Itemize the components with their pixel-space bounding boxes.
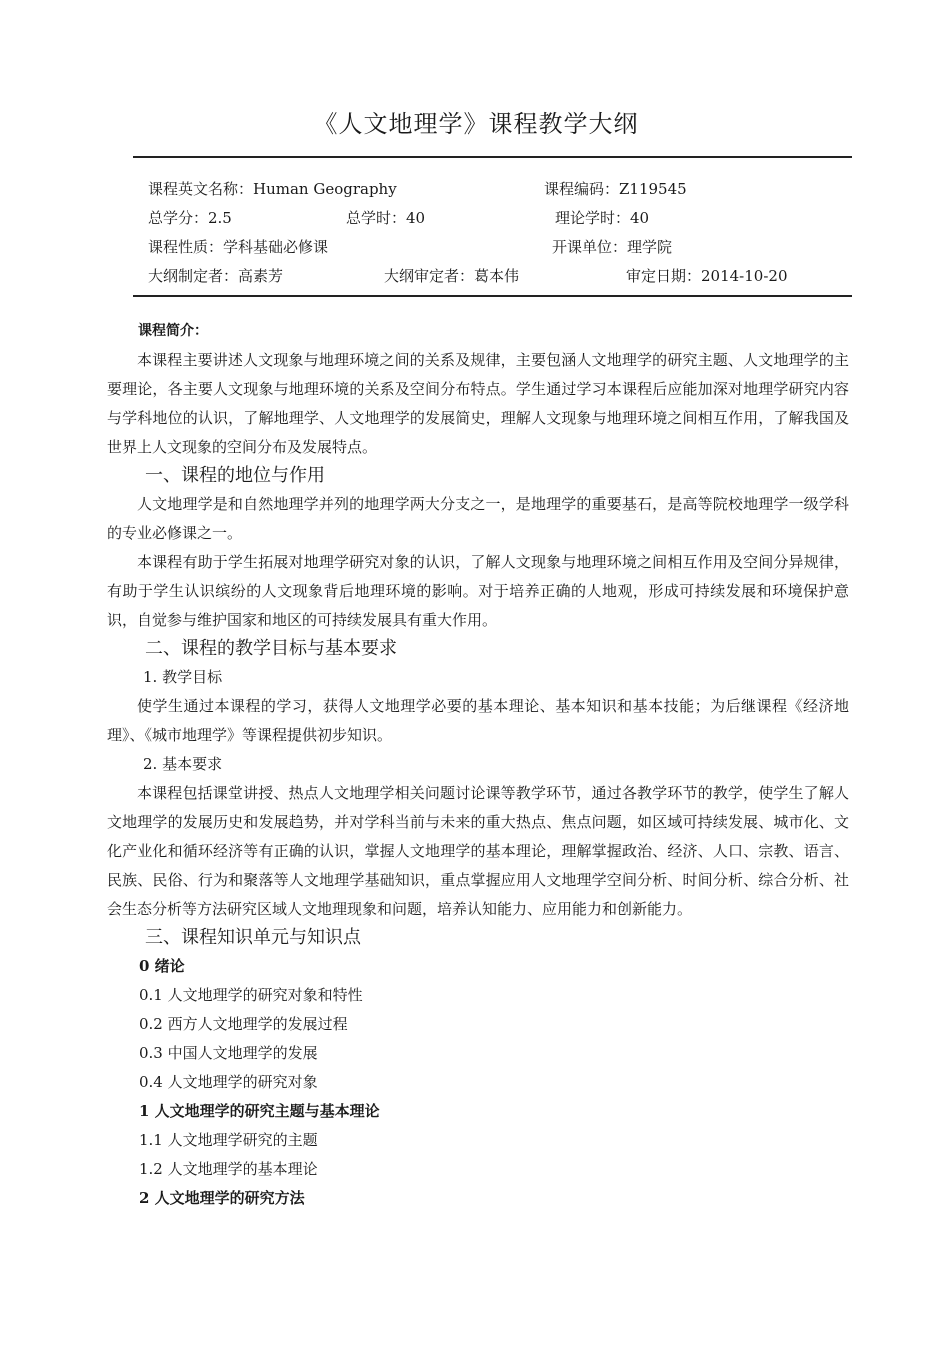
- knowledge-unit: 2 人文地理学的研究方法: [139, 1189, 305, 1207]
- intro-label: 课程简介：: [138, 323, 208, 339]
- knowledge-unit: 0 绪论: [139, 957, 185, 975]
- header-top-rule: [133, 156, 852, 158]
- section-2-heading: 二、课程的教学目标与基本要求: [145, 638, 397, 659]
- review-date: 审定日期：2014-10-20: [626, 267, 788, 285]
- knowledge-point: 0.2 西方人文地理学的发展过程: [139, 1015, 348, 1033]
- section-2-subheading-2: 2. 基本要求: [143, 755, 223, 773]
- knowledge-point: 0.1 人文地理学的研究对象和特性: [139, 986, 363, 1004]
- knowledge-point: 1.2 人文地理学的基本理论: [139, 1160, 318, 1178]
- drafter: 大纲制定者：高素芳: [148, 267, 284, 285]
- reviewer: 大纲审定者：葛本伟: [384, 267, 520, 285]
- intro-paragraph: 本课程主要讲述人文现象与地理环境之间的关系及规律，主要包涵人文地理学的研究主题、人文地理学的主要理论，各主要人文现象与地理环境的关系及空间分布特点。学生通过学习本课程后应能加深对地理学研究内容与学科地位的认识，了解地理学、人文地理学的发展简史，理解人文现象与地理环境之间相互作用，了解我国及世界上人文现象的空间分布及发展特点。: [107, 351, 849, 456]
- english-name: 课程英文名称：Human Geography: [148, 180, 397, 198]
- section-1-paragraph-2: 本课程有助于学生拓展对地理学研究对象的认识，了解人文现象与地理环境之间相互作用及空间分异规律，有助于学生认识缤纷的人文现象背后地理环境的影响。对于培养正确的人地观，形成可持续发展和环境保护意识，自觉参与维护国家和地区的可持续发展具有重大作用。: [107, 553, 849, 629]
- section-1-paragraph-1: 人文地理学是和自然地理学并列的地理学两大分支之一，是地理学的重要基石，是高等院校地理学一级学科的专业必修课之一。: [107, 495, 849, 542]
- knowledge-unit: 1 人文地理学的研究主题与基本理论: [139, 1102, 380, 1120]
- document-body: [107, 317, 849, 1213]
- section-3-heading: 三、课程知识单元与知识点: [145, 927, 361, 948]
- theory-hours: 理论学时：40: [555, 209, 650, 227]
- header-bottom-rule: [133, 295, 852, 297]
- offering-unit: 开课单位：理学院: [552, 238, 673, 256]
- knowledge-point: 1.1 人文地理学研究的主题: [139, 1131, 318, 1149]
- section-2-paragraph-1: 使学生通过本课程的学习，获得人文地理学必要的基本理论、基本知识和基本技能；为后继课程《经济地理》、《城市地理学》等课程提供初步知识。: [107, 697, 849, 744]
- course-code: 课程编码：Z119545: [544, 180, 687, 198]
- section-2-subheading-1: 1. 教学目标: [143, 668, 223, 686]
- total-hours: 总学时：40: [346, 209, 426, 227]
- section-2-paragraph-2: 本课程包括课堂讲授、热点人文地理学相关问题讨论课等教学环节，通过各教学环节的教学，使学生了解人文地理学的发展历史和发展趋势，并对学科当前与未来的重大热点、焦点问题，如区域可持续发展、城市化、文化产业化和循环经济等有正确的认识，掌握人文地理学的基本理论，理解掌握政治、经济、人口、宗教、语言、民族、民俗、行为和聚落等人文地理学基础知识，重点掌握应用人文地理学空间分析、时间分析、综合分析、社会生态分析等方法研究区域人文地理现象和问题，培养认知能力、应用能力和创新能力。: [107, 784, 849, 918]
- course-nature: 课程性质：学科基础必修课: [148, 238, 329, 256]
- total-credits: 总学分：2.5: [148, 209, 232, 227]
- page-title: 《人文地理学》课程教学大纲: [313, 110, 639, 138]
- section-1-heading: 一、课程的地位与作用: [145, 465, 325, 486]
- knowledge-point: 0.3 中国人文地理学的发展: [139, 1044, 318, 1062]
- knowledge-point: 0.4 人文地理学的研究对象: [139, 1073, 318, 1091]
